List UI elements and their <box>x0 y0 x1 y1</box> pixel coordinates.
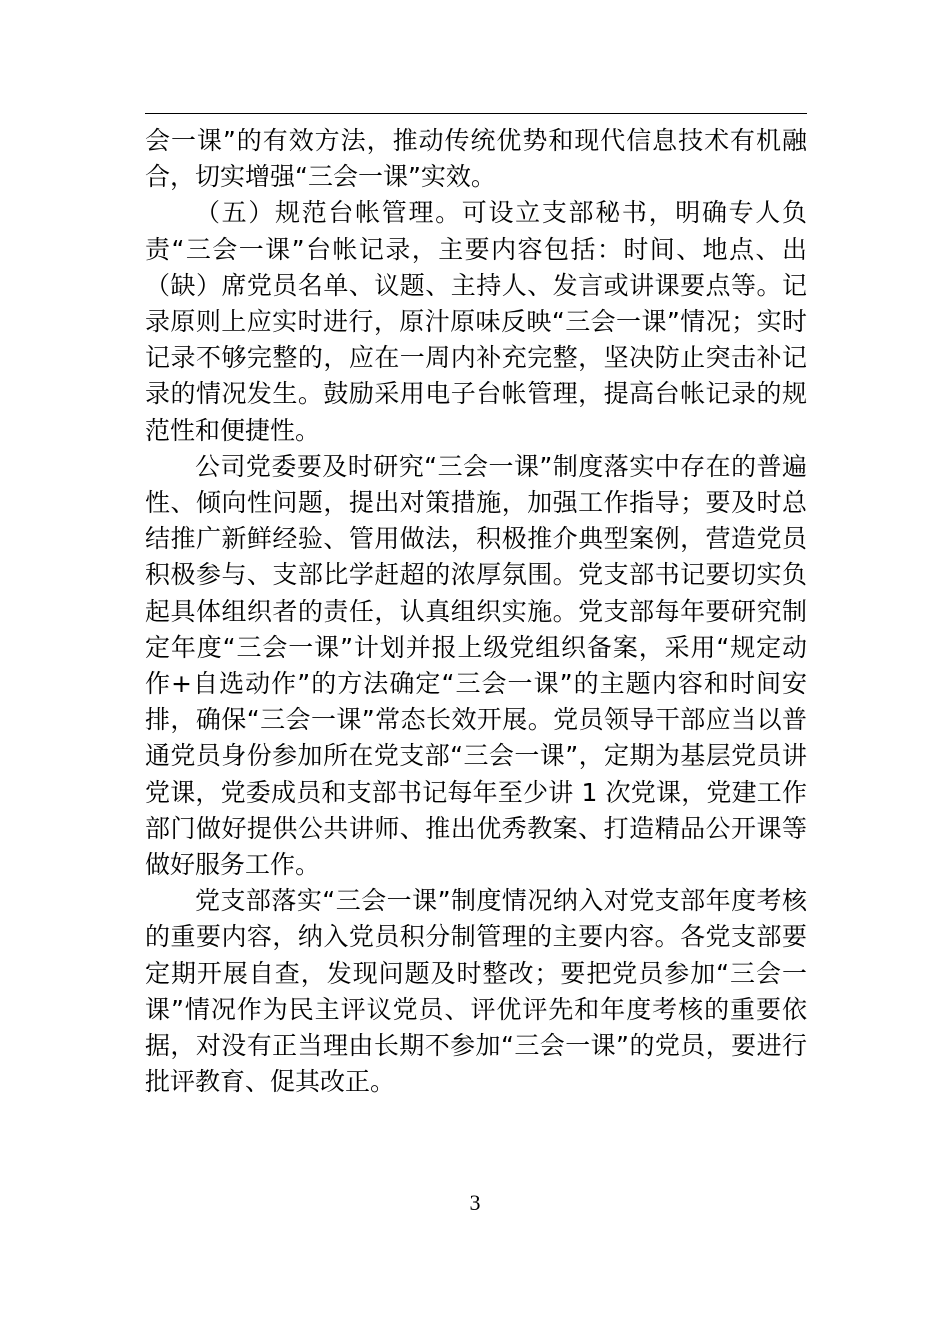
paragraph-continuation: 会一课”的有效方法，推动传统优势和现代信息技术有机融合，切实增强“三会一课”实效。 <box>145 126 807 192</box>
paragraph-assessment: 党支部落实“三会一课”制度情况纳入对党支部年度考核的重要内容，纳入党员积分制管理的主要内容。各党支部要定期开展自查，发现问题及时整改；要把党员参加“三会一课”情况作为民主评议党员、评优评先和年度考核的重要依据，对没有正当理由长期不参加“三会一课”的党员，要进行批评教育、促其改正。 <box>145 886 807 1097</box>
document-body <box>145 123 807 1100</box>
header-rule <box>145 113 807 114</box>
paragraph-party-committee: 公司党委要及时研究“三会一课”制度落实中存在的普遍性、倾向性问题，提出对策措施，加强工作指导；要及时总结推广新鲜经验、管用做法，积极推介典型案例，营造党员积极参与、支部比学赶超的浓厚氛围。党支部书记要切实负起具体组织者的责任，认真组织实施。党支部每年要研究制定年度“三会一课”计划并报上级党组织备案，采用“规定动作+自选动作”的方法确定“三会一课”的主题内容和时间安排，确保“三会一课”常态长效开展。党员领导干部应当以普通党员身份参加所在党支部“三会一课”，定期为基层党员讲党课，党委成员和支部书记每年至少讲 1 次党课，党建工作部门做好提供公共讲师、推出优秀教案、打造精品公开课等做好服务工作。 <box>145 451 807 880</box>
page-number: 3 <box>469 1190 481 1215</box>
paragraph-ledger-management: （五）规范台帐管理。可设立支部秘书，明确专人负责“三会一课”台帐记录，主要内容包括：时间、地点、出（缺）席党员名单、议题、主持人、发言或讲课要点等。记录原则上应实时进行，原汁原味反映“三会一课”情况；实时记录不够完整的，应在一周内补充完整，坚决防止突击补记录的情况发生。鼓励采用电子台帐管理，提高台帐记录的规范性和便捷性。 <box>145 198 807 445</box>
